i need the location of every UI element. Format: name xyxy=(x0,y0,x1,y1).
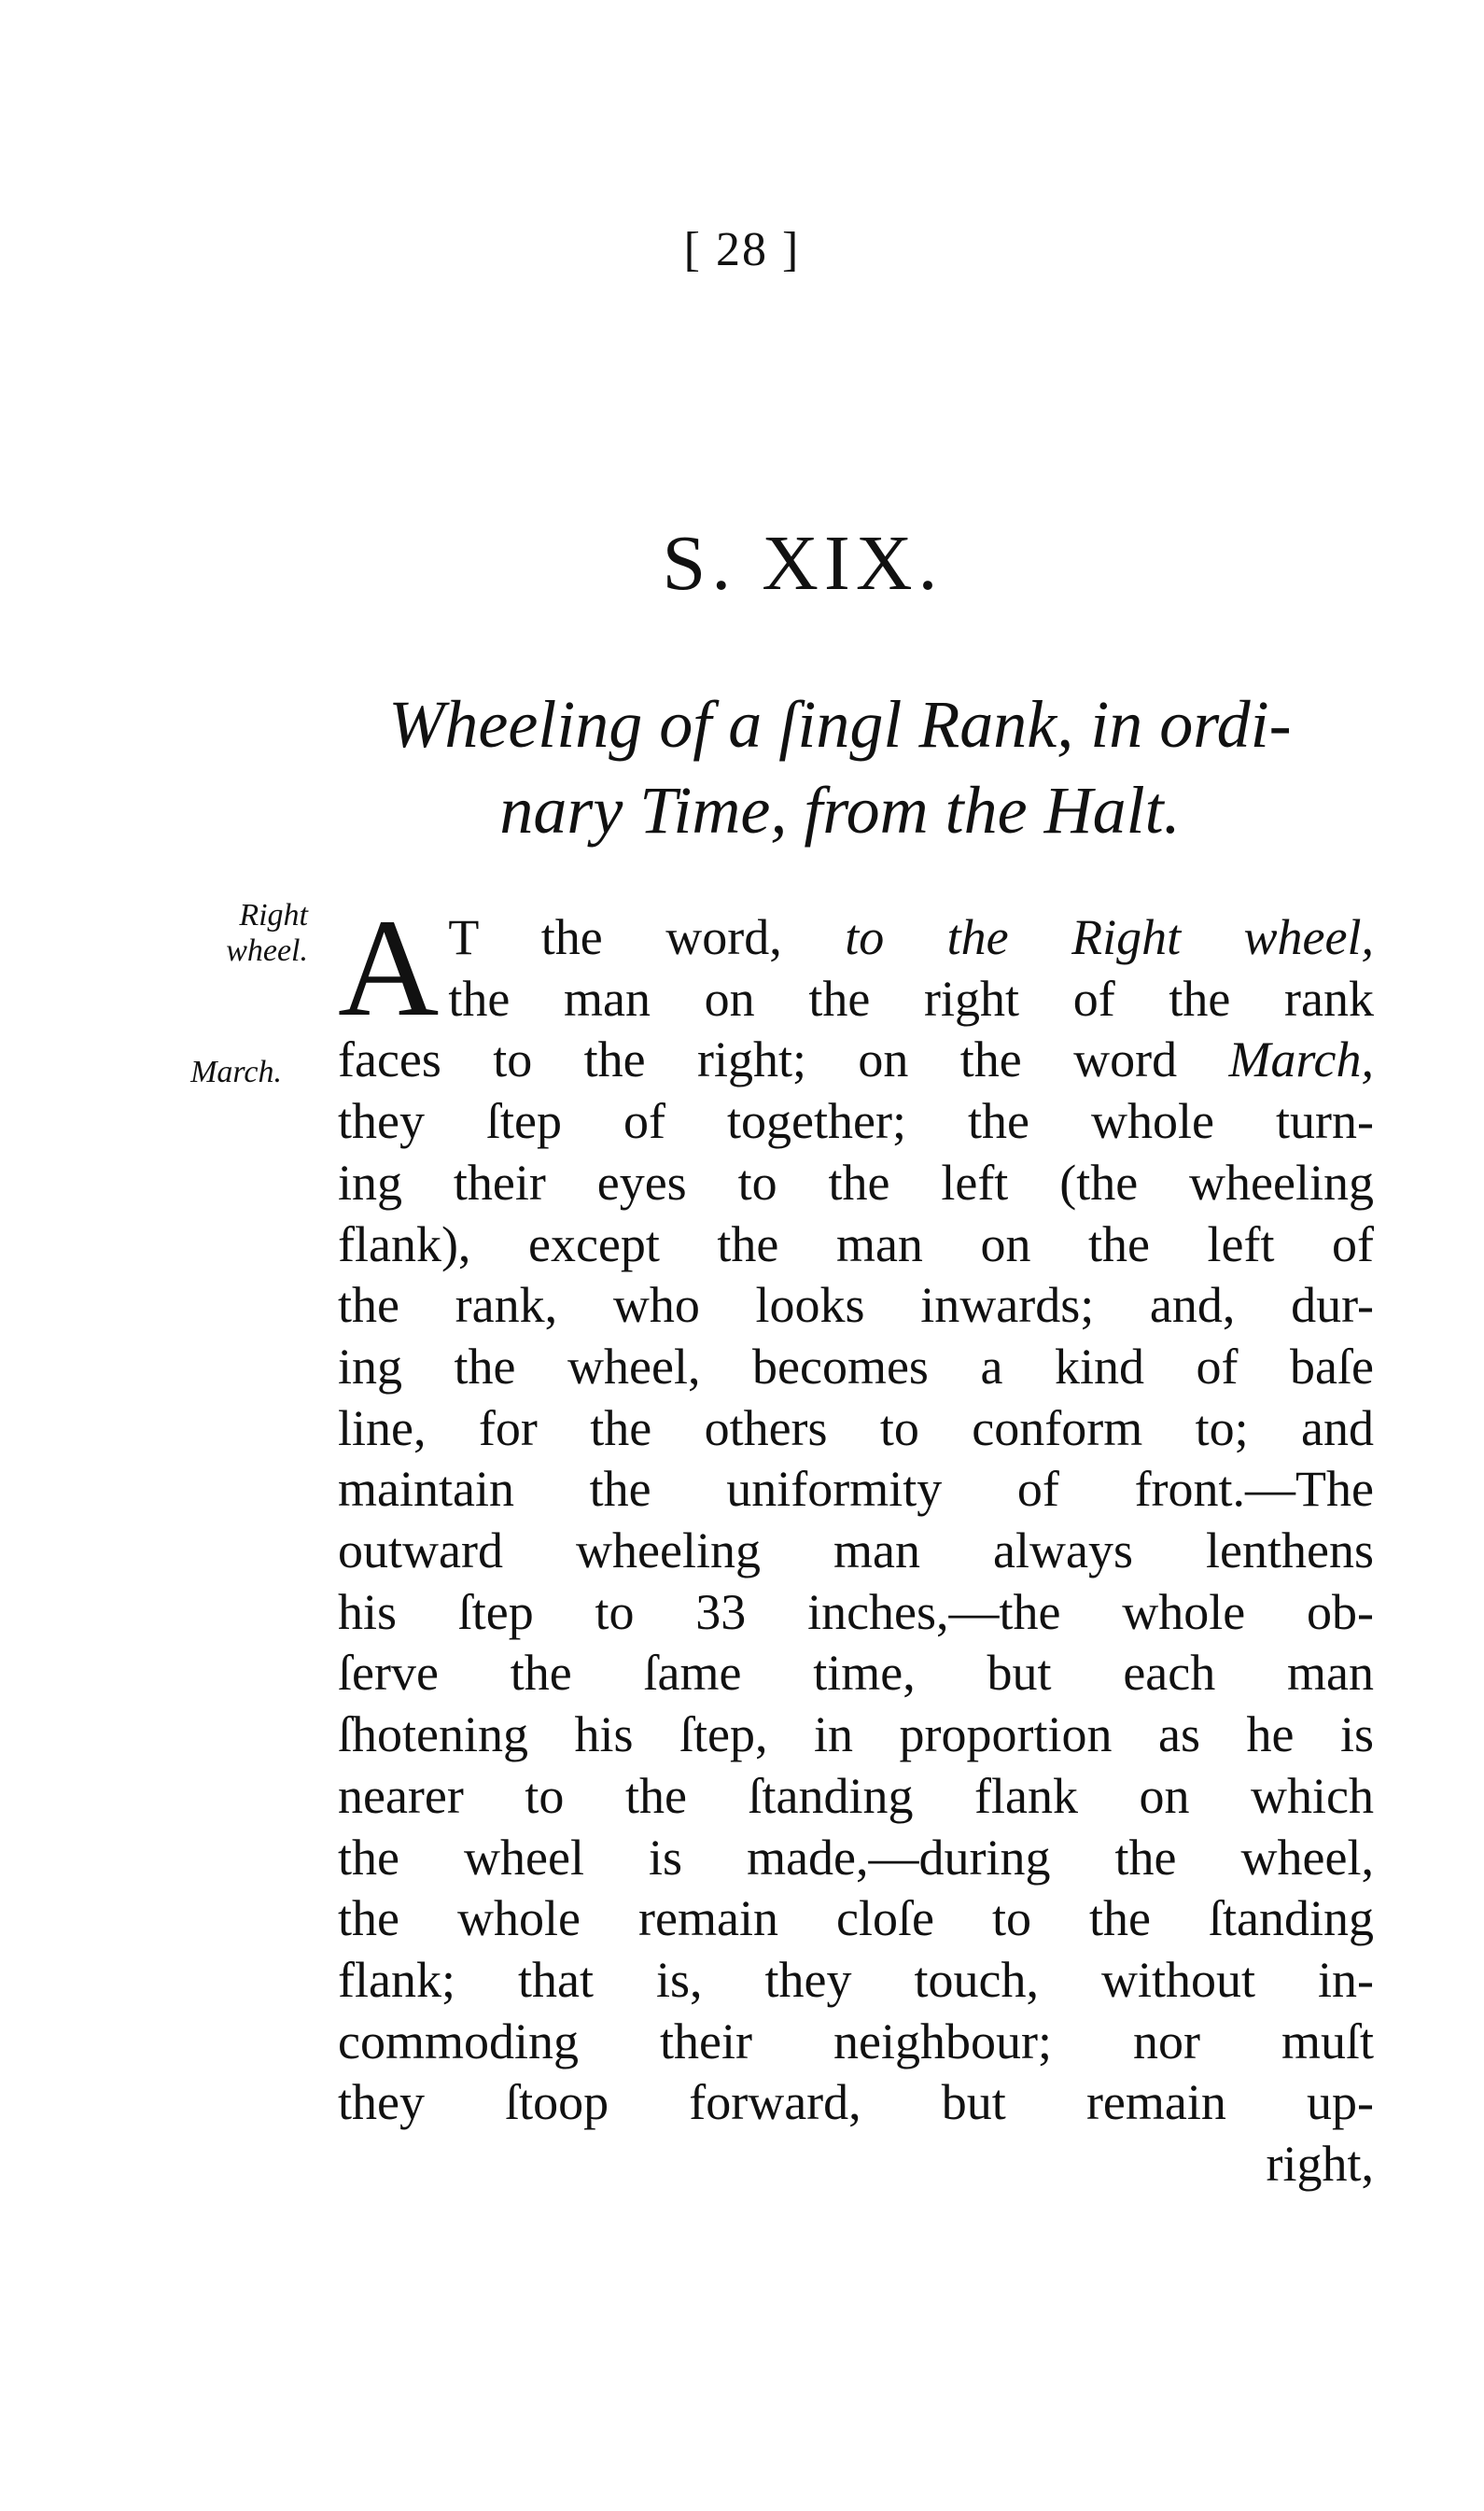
body-line-3-italic: March, xyxy=(1228,1031,1374,1088)
body-last-line: right, xyxy=(1266,2136,1374,2193)
body-line: flank), except the man on the left of xyxy=(338,1215,1374,1272)
drop-cap: A xyxy=(338,891,440,1045)
body-line: outward wheeling man always lenthens xyxy=(338,1522,1374,1579)
body-line: ſhotening his ſtep, in proportion as he is xyxy=(338,1706,1374,1763)
margin-note-right-wheel-line-2: wheel. xyxy=(226,933,308,968)
body-line: his ſtep to 33 inches,—the whole ob- xyxy=(338,1583,1374,1640)
body-line: the wheel is made,—during the wheel, xyxy=(338,1829,1374,1886)
title-line-1: Wheeling of a ſingl Rank, in ordi- xyxy=(388,687,1292,762)
body-line: commoding their neighbour; nor muſt xyxy=(338,2013,1374,2069)
body-line: they ſtep of together; the whole turn- xyxy=(338,1093,1374,1150)
margin-note-march: March. xyxy=(190,1055,282,1089)
section-heading: S. XIX. xyxy=(662,520,944,607)
body-line-1-italic: to the Right wheel, xyxy=(845,909,1374,965)
margin-note-right-wheel-line-1: Right xyxy=(239,898,308,933)
body-line-3 xyxy=(338,1030,1374,1091)
body-line: they ſtoop forward, but remain up- xyxy=(338,2074,1374,2131)
body-line-1-text: T the word, xyxy=(448,909,782,965)
body-line: ſerve the ſame time, but each man xyxy=(338,1645,1374,1702)
body-line: ing the wheel, becomes a kind of baſe xyxy=(338,1338,1374,1395)
body-line: flank; that is, they touch, without in- xyxy=(338,1951,1374,2008)
drop-cap-lines xyxy=(448,907,1374,1030)
title-line-2: nary Time, from the Halt. xyxy=(499,773,1181,848)
body-line: nearer to the ſtanding flank on which xyxy=(338,1767,1374,1824)
margin-note-right-wheel xyxy=(140,898,308,969)
page-number: [ 28 ] xyxy=(683,223,801,276)
body-text xyxy=(338,891,1374,2195)
section-title xyxy=(308,681,1372,853)
body-line: line, for the others to conform to; and xyxy=(338,1399,1374,1456)
body-line: ing their eyes to the left (the wheeling xyxy=(338,1154,1374,1211)
body-line-3-text: faces to the right; on the word xyxy=(338,1031,1178,1088)
body-line: the rank, who looks inwards; and, dur- xyxy=(338,1277,1374,1334)
body-line: maintain the uniformity of front.—The xyxy=(338,1461,1374,1518)
body-line-1 xyxy=(448,907,1374,969)
body-line-2: the man on the right of the rank xyxy=(448,970,1374,1027)
body-line: the whole remain cloſe to the ſtanding xyxy=(338,1890,1374,1947)
